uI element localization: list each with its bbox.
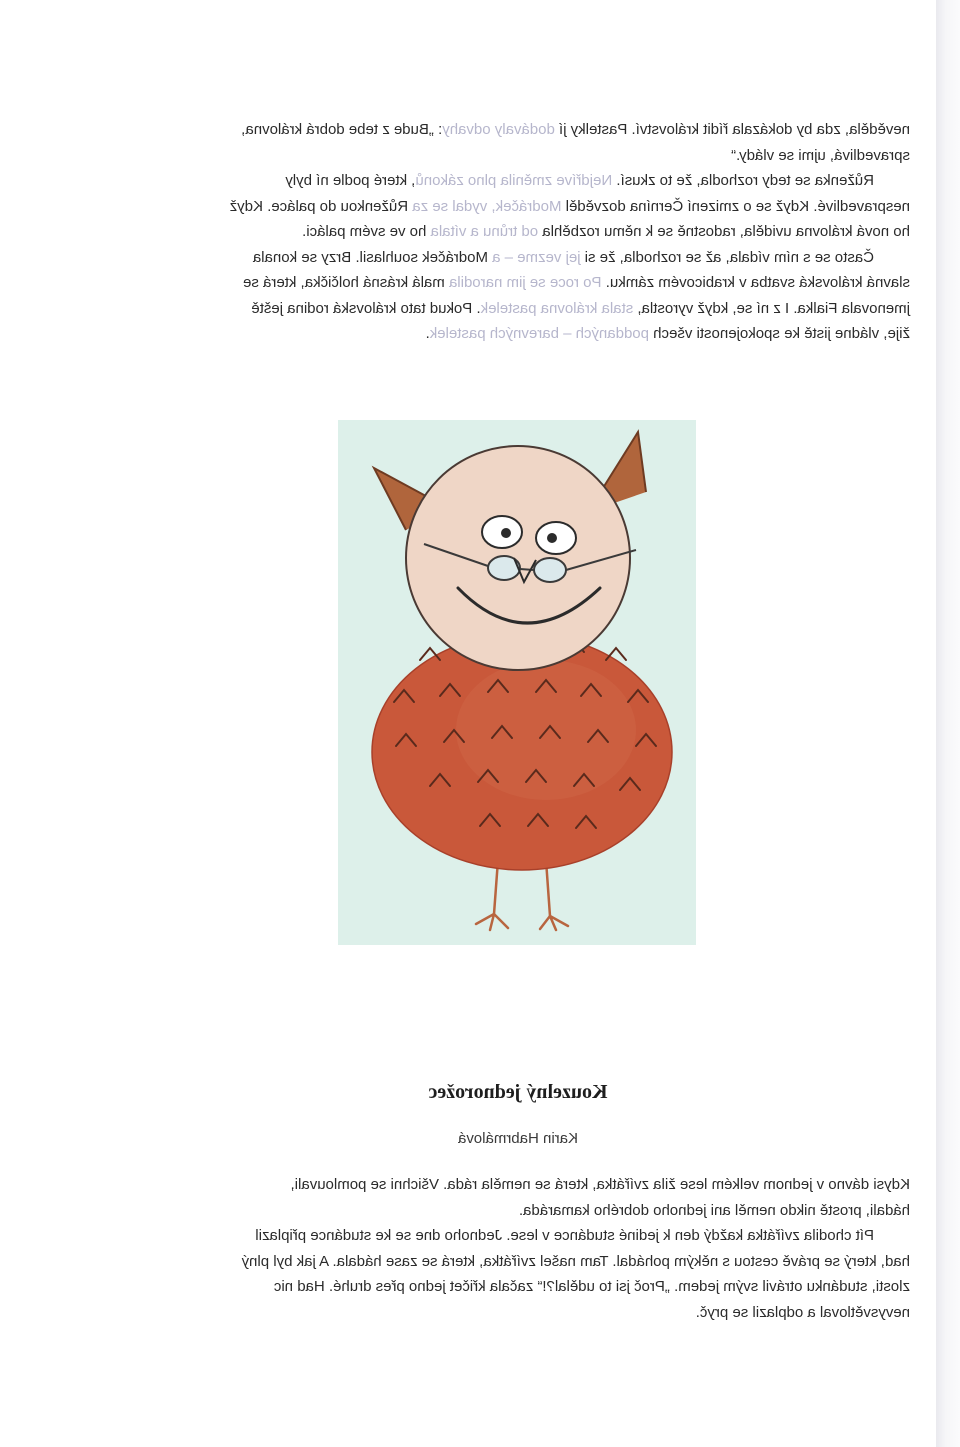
paragraph-line: Kdysi dávno v jednom velkém lese žila zvířátka, která se neměla ráda. Všichni se pomlouvali, <box>290 1176 910 1193</box>
paragraph-line: Pít chodila zvířátka každý den k jediné studánce v lese. Jednoho dne se ke studánce připlazil <box>255 1227 874 1244</box>
paragraph-line: Často se s ním vídala, až se rozhodla, že si jej vezme – a Modráček souhlasil. Brzy se konala <box>252 248 874 266</box>
paragraph-line: spravedlivá, ujmi se vlády.“ <box>731 146 910 164</box>
owl-head <box>406 446 630 670</box>
paragraph-line: slavná královská svatba v krabicovém zámku. Po roce se jim narodila malá krásná holčička, která se <box>243 274 910 291</box>
paragraph-line: Růženka se tedy rozhodla, že to zkusí. Nejdříve změnila plno zákonů, které podle ní byly <box>285 172 874 189</box>
paragraph-line: had, který se právě cestou s někým pohádal. Tam našel zvířátka, která se zase hádala. A jak byl plný <box>241 1252 910 1270</box>
paragraph-line: žije, vládne jistě ke spokojenosti všech poddaných – barevných pastelek. <box>425 325 910 342</box>
story-author: Karin Habrmálová <box>457 1130 579 1147</box>
story-text-top <box>135 117 910 347</box>
owl-illustration <box>338 420 696 945</box>
paragraph-line: nespravedlivé. Když se o zmizení Černína dozvěděl Modráček, vydal se za Růženkou do paláce. Když <box>229 197 910 215</box>
story-title: Kouzelný jednorožec <box>428 1081 608 1103</box>
paragraph-line: zlosti, studánku otrávil svým jedem. „Proč jsi to udělal?!“ začala křičet jedno přes druhé. Had nic <box>273 1278 910 1295</box>
paragraph-line: nevěděla, zda by dokázala řídit království. Pastelky jí dodávaly odvahy: „Bude z tebe dobrá královna, <box>241 121 910 138</box>
page-edge-shadow <box>936 0 960 1447</box>
paragraph-line: nevysvětloval a odplazil se pryč. <box>695 1303 910 1321</box>
paragraph-line: ho nová královna uviděla, radostně se k němu rozběhla od trůnu a vítala ho ve svém paláci. <box>302 223 910 240</box>
paragraph-line: jmenovala Fialka. I z ní se, když vyrostla, stala královna pastelek. Pokud tato královská rodina ještě <box>251 299 910 317</box>
story-text-bottom <box>135 1172 910 1325</box>
paragraph-line: hádali, prostě nikdo neměl ani jednoho dobrého kamaráda. <box>518 1201 910 1219</box>
